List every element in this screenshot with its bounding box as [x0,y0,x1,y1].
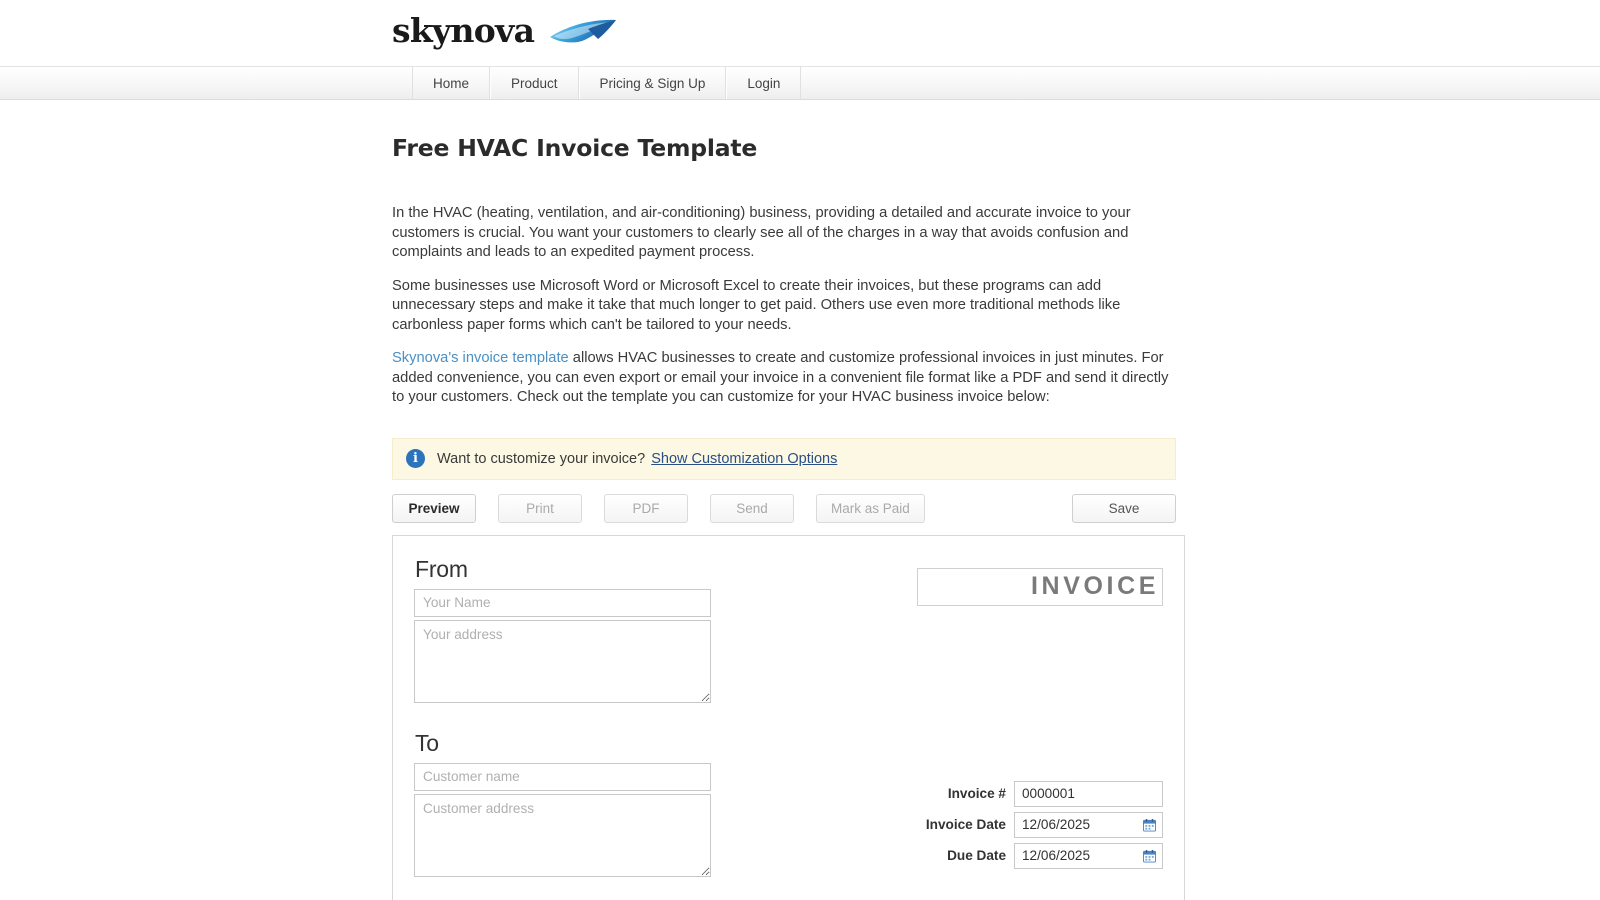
invoice-title-text: INVOICE [1031,572,1159,600]
nav-item-pricing-sign-up[interactable]: Pricing & Sign Up [579,67,727,99]
print-button[interactable]: Print [498,494,582,523]
intro-paragraph-1: In the HVAC (heating, ventilation, and air-conditioning) business, providing a detailed and accurate invoice to your customers is crucial. You want your customers to clearly see all of the charges in a way that avoids confusion and complaints and leads to an expedited payment process. [392,205,1131,260]
save-button[interactable]: Save [1072,494,1176,523]
info-banner-text: Want to customize your invoice? [437,450,646,467]
invoice-date-input[interactable] [1014,812,1163,838]
to-section-heading: To [415,729,439,756]
to-name-input[interactable] [414,763,711,791]
info-circle-icon: i [406,449,425,468]
due-date-input[interactable] [1014,843,1163,869]
swoosh-wing-logo-icon [548,16,620,46]
invoice-parties-column [414,556,711,877]
from-section-heading: From [415,555,468,582]
due-date-row [917,843,1163,869]
nav-item-login[interactable]: Login [726,67,801,99]
intro-paragraph-2: Some businesses use Microsoft Word or Microsoft Excel to create their invoices, but these programs can add unnecessary steps and make it take that much longer to get paid. Others use even more traditional methods like carbonless paper forms which can't be tailored to your needs. [392,277,1121,333]
logo-wordmark: skynova [392,11,535,50]
from-name-input[interactable] [414,589,711,617]
due-date-label: Due Date [947,848,1006,863]
page-title: Free HVAC Invoice Template [392,134,758,162]
mark-as-paid-button[interactable]: Mark as Paid [816,494,925,523]
invoice-editor-card [392,535,1185,900]
preview-button[interactable]: Preview [392,494,476,523]
main-navigation [0,66,1600,100]
invoice-toolbar [392,494,1176,524]
intro-paragraph-3-rest: allows HVAC businesses to create and customize professional invoices in just minutes. For added convenience, you can even export or email your invoice in a convenient file format like a PDF and send it directly to your customers. Check out the template you can customize for your HVAC business invoice below: [392,350,1169,405]
invoice-title-box [917,568,1163,606]
skynova-invoice-template-link[interactable]: Skynova's invoice template [392,350,569,366]
invoice-number-input[interactable] [1014,781,1163,807]
invoice-date-row [917,812,1163,838]
intro-paragraph-3 [392,349,1174,408]
page-body [0,134,1600,900]
show-customization-options-link[interactable]: Show Customization Options [651,450,838,467]
from-address-input[interactable] [414,620,711,703]
customization-info-banner [392,438,1176,480]
to-address-input[interactable] [414,794,711,877]
invoice-number-row [917,781,1163,807]
site-header [0,0,1600,66]
content-column [392,134,1176,900]
nav-item-home[interactable]: Home [412,67,490,99]
invoice-date-label: Invoice Date [925,817,1006,832]
pdf-button[interactable]: PDF [604,494,688,523]
send-button[interactable]: Send [710,494,794,523]
nav-item-product[interactable]: Product [490,67,579,99]
invoice-meta-rows [917,781,1163,869]
site-logo[interactable] [392,11,620,50]
invoice-meta-column [917,556,1163,877]
invoice-number-label: Invoice # [947,786,1006,801]
